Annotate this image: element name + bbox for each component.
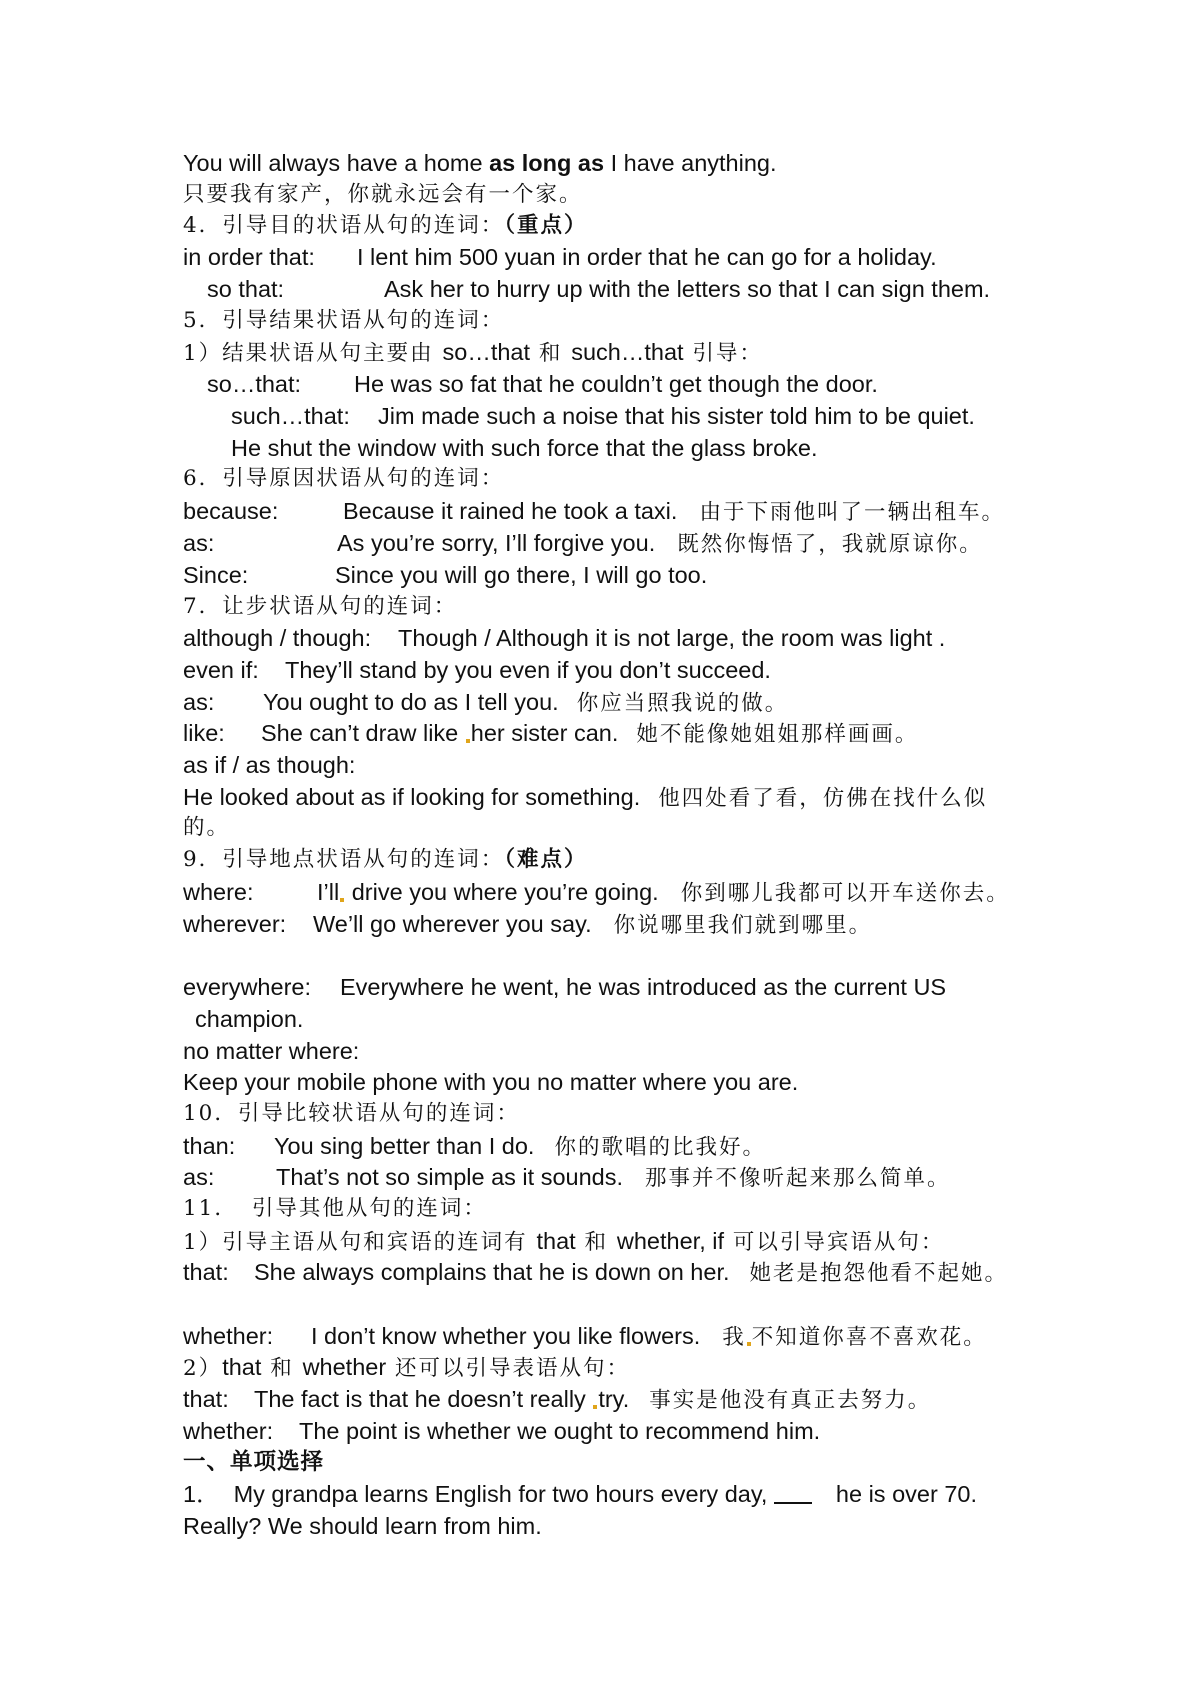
rule-line-subject-object: 1）引导主语从句和宾语的连词有 that 和 whether, if 可以引导宾语从句：	[183, 1228, 945, 1255]
answer-blank[interactable]	[774, 1480, 812, 1504]
section-heading-9: 9．引导地点状语从句的连词：（难点）	[183, 847, 588, 872]
example-in-order-that: in order that: I lent him 500 yuan in order that he can go for a holiday.	[183, 244, 937, 270]
section-heading-11: 11． 引导其他从句的连词：	[183, 1196, 487, 1221]
example-where: where: I’ll drive you where you’re going. 你到哪儿我都可以开车送你去。	[183, 879, 1010, 906]
example-no-matter-where: Keep your mobile phone with you no matter where you are.	[183, 1069, 799, 1095]
example-because: because: Because it rained he took a taxi. 由于下雨他叫了一辆出租车。	[183, 498, 1005, 525]
example-that-predicative: that: The fact is that he doesn’t really try. 事实是他没有真正去努力。	[183, 1386, 932, 1413]
example-although: although / though: Though / Although it is not large, the room was light .	[183, 625, 946, 651]
section-heading-4: 4．引导目的状语从句的连词：（重点）	[183, 213, 588, 238]
rule-line-predicative: 2）that 和 whether 还可以引导表语从句：	[183, 1354, 631, 1381]
highlight-mark	[466, 739, 470, 743]
example-whether-predicative: whether: The point is whether we ought to recommend him.	[183, 1418, 821, 1444]
example-so-that-result: so…that: He was so fat that he couldn’t get though the door.	[207, 371, 878, 397]
highlight-mark	[340, 898, 344, 902]
example-everywhere: everywhere: Everywhere he went, he was introduced as the current US	[183, 974, 947, 1000]
example-such-force: He shut the window with such force that the glass broke.	[231, 435, 818, 461]
section-heading-10: 10．引导比较状语从句的连词：	[183, 1101, 520, 1126]
rule-line-result: 1）结果状语从句主要由 so…that 和 such…that 引导：	[183, 339, 763, 366]
translation-continuation: 的。	[183, 815, 231, 840]
sentence-as-long-as: You will always have a home as long as I have anything.	[183, 150, 777, 176]
example-since: Since: Since you will go there, I will go too.	[183, 562, 708, 588]
example-even-if: even if: They’ll stand by you even if you don’t succeed.	[183, 657, 771, 683]
example-wherever: wherever: We’ll go wherever you say. 你说哪里我们就到哪里。	[183, 911, 873, 938]
exercise-question-1: 1． My grandpa learns English for two hours every day, he is over 70.	[183, 1481, 977, 1507]
exercise-question-1-continuation: Really? We should learn from him.	[183, 1513, 542, 1539]
translation-line: 只要我有家产，你就永远会有一个家。	[183, 182, 583, 207]
section-heading-6: 6．引导原因状语从句的连词：	[183, 466, 505, 491]
example-everywhere-continuation: champion.	[195, 1006, 304, 1032]
example-as-manner: as: You ought to do as I tell you. 你应当照我说的做。	[183, 689, 789, 716]
example-that-object: that: She always complains that he is down on her. 她老是抱怨他看不起她。	[183, 1259, 1009, 1286]
highlight-mark	[593, 1405, 597, 1409]
label-no-matter-where: no matter where:	[183, 1038, 360, 1064]
section-heading-7: 7．让步状语从句的连词：	[183, 594, 458, 619]
example-as-reason: as: As you’re sorry, I’ll forgive you. 既然你悔悟了，我就原谅你。	[183, 530, 983, 557]
example-such-that: such…that: Jim made such a noise that his sister told him to be quiet.	[231, 403, 975, 429]
example-as-if: He looked about as if looking for something. 他四处看了看，仿佛在找什么似	[183, 784, 988, 811]
example-whether-object: whether: I don’t know whether you like flowers. 我 不知道你喜不喜欢花。	[183, 1323, 987, 1350]
example-than: than: You sing better than I do. 你的歌唱的比我好。	[183, 1133, 766, 1160]
exercise-heading: 一、单项选择	[183, 1449, 325, 1475]
highlight-mark	[747, 1342, 751, 1346]
example-as-comparison: as: That’s not so simple as it sounds. 那事并不像听起来那么简单。	[183, 1164, 951, 1191]
section-heading-5: 5．引导结果状语从句的连词：	[183, 308, 505, 333]
example-like: like: She can’t draw like her sister can. 她不能像她姐姐那样画画。	[183, 720, 919, 747]
label-as-if: as if / as though:	[183, 752, 356, 778]
example-so-that: so that: Ask her to hurry up with the letters so that I can sign them.	[207, 276, 991, 302]
